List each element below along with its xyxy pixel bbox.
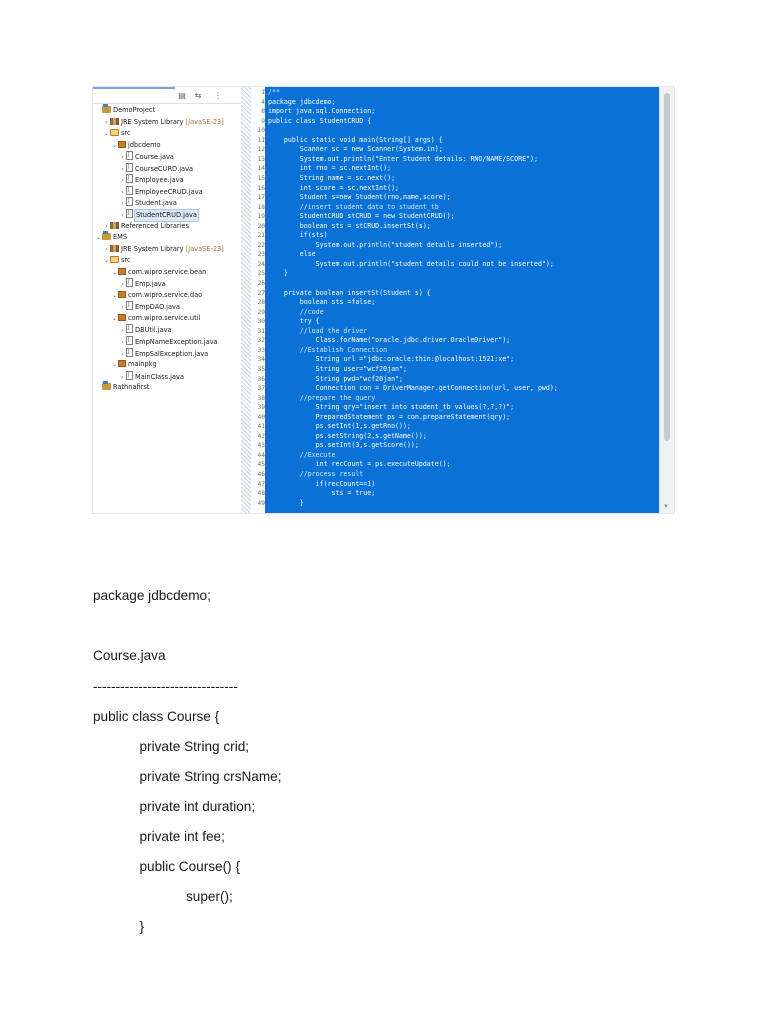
- tree-node[interactable]: [119, 278, 166, 289]
- code-line[interactable]: ps.setString(2,s.getName());: [268, 431, 427, 440]
- line-number: 8: [261, 108, 265, 116]
- chevron-right-icon[interactable]: ›: [121, 373, 124, 381]
- code-line[interactable]: System.out.println("student details inserted");: [268, 240, 503, 249]
- code-line[interactable]: sts = true;: [268, 489, 376, 498]
- java-file-icon: [126, 174, 133, 183]
- chevron-right-icon[interactable]: ›: [105, 245, 108, 253]
- code-line[interactable]: System.out.println("Enter Student details: RNO/NAME/SCORE");: [268, 154, 538, 163]
- tree-node-label: Employee.java: [135, 176, 184, 185]
- view-menu-icon[interactable]: ⋮: [214, 91, 222, 100]
- chevron-right-icon[interactable]: ›: [105, 118, 108, 126]
- code-line[interactable]: //insert student data to student_tb: [268, 202, 439, 211]
- line-number: 31: [257, 327, 265, 335]
- tree-node-label: Student.java: [135, 199, 177, 208]
- package-icon: [118, 141, 126, 148]
- line-number: 15: [257, 174, 265, 182]
- line-number: 35: [257, 365, 265, 373]
- code-line[interactable]: package jdbcdemo;: [268, 97, 336, 106]
- java-file-icon: [126, 151, 133, 160]
- document-line: private String crsName;: [139, 769, 282, 784]
- code-line[interactable]: //load the driver: [268, 326, 368, 335]
- tree-node-label: CourseCURD.java: [135, 164, 194, 173]
- line-number: 45: [257, 461, 265, 469]
- line-number: 25: [257, 270, 265, 278]
- chevron-down-icon[interactable]: ⌄: [95, 234, 102, 242]
- line-number: 41: [257, 423, 265, 431]
- line-number: 24: [257, 260, 265, 268]
- code-line[interactable]: try {: [268, 317, 320, 326]
- chevron-right-icon[interactable]: ›: [121, 200, 124, 208]
- library-icon: [110, 245, 119, 252]
- chevron-down-icon[interactable]: ⌄: [111, 141, 118, 149]
- code-line[interactable]: //code: [268, 307, 324, 316]
- code-line[interactable]: /**: [268, 88, 280, 96]
- java-file-icon: [126, 197, 133, 206]
- code-line[interactable]: String name = sc.next();: [268, 173, 396, 182]
- chevron-right-icon[interactable]: ›: [105, 222, 108, 230]
- tree-node-label: com.wipro.service.util: [128, 313, 201, 322]
- java-file-icon: [126, 209, 133, 218]
- code-line[interactable]: }: [268, 498, 304, 507]
- line-number: 4: [261, 98, 265, 106]
- tree-node[interactable]: [95, 105, 155, 116]
- code-line[interactable]: PreparedStatement ps = con.prepareStatement(qry);: [268, 412, 511, 421]
- line-number: 17: [257, 194, 265, 202]
- document-line: private int fee;: [139, 829, 225, 844]
- java-file-icon: [126, 186, 133, 195]
- scrollbar-thumb[interactable]: [664, 93, 670, 441]
- line-number: 21: [257, 232, 265, 240]
- document-line: public Course() {: [139, 859, 240, 874]
- code-line[interactable]: //Establish Connection: [268, 345, 388, 354]
- editor-scrollbar[interactable]: [659, 87, 675, 513]
- tree-node-label: JRE System Library: [121, 244, 184, 253]
- java-file-icon: [126, 371, 133, 380]
- code-line[interactable]: import java.sql.Connection;: [268, 107, 376, 116]
- chevron-right-icon[interactable]: ›: [121, 350, 124, 358]
- code-line[interactable]: ps.setInt(3,s.getScore());: [268, 441, 419, 450]
- code-line[interactable]: boolean sts = stCRUD.insertSt(s);: [268, 221, 431, 230]
- tree-node[interactable]: [119, 371, 184, 382]
- line-number: 10: [257, 127, 265, 135]
- tree-node[interactable]: [103, 221, 189, 232]
- chevron-right-icon[interactable]: ›: [121, 188, 124, 196]
- tree-node[interactable]: [111, 313, 200, 324]
- chevron-right-icon[interactable]: ›: [121, 165, 124, 173]
- java-project-icon: [102, 106, 111, 113]
- tree-node-label: DemoProject: [113, 106, 156, 114]
- tree-node-label: src: [121, 129, 131, 138]
- code-line[interactable]: public class StudentCRUD {: [268, 116, 372, 125]
- document-line: super();: [186, 889, 233, 904]
- tree-node-label: EmpNameException.java: [135, 338, 218, 346]
- code-line[interactable]: String pwd="wcf20jan";: [268, 374, 403, 383]
- package-icon: [118, 314, 126, 321]
- tree-node[interactable]: [119, 151, 174, 162]
- chevron-down-icon[interactable]: ⌄: [111, 268, 118, 276]
- package-icon: [118, 268, 126, 275]
- code-line[interactable]: int rno = sc.nextInt();: [268, 164, 392, 173]
- code-line[interactable]: int recCount = ps.executeUpdate();: [268, 460, 451, 469]
- source-folder-icon: [110, 129, 119, 136]
- tree-node-label: src: [121, 256, 131, 265]
- chevron-right-icon[interactable]: ›: [121, 339, 124, 346]
- scroll-down-icon[interactable]: ▼: [663, 504, 669, 510]
- tree-node[interactable]: [103, 117, 224, 128]
- line-number: 39: [257, 404, 265, 412]
- line-number: 46: [257, 471, 265, 478]
- line-number: 11: [257, 136, 265, 144]
- separator-line: --------------------------------: [93, 679, 238, 694]
- chevron-down-icon[interactable]: ⌄: [111, 314, 118, 322]
- source-folder-icon: [110, 256, 119, 263]
- tree-node-label: JRE System Library: [121, 117, 184, 126]
- code-line[interactable]: Student s=new Student(rno,name,score);: [268, 193, 451, 202]
- line-number: 30: [257, 318, 265, 326]
- line-number: 49: [257, 499, 265, 507]
- package-icon: [118, 360, 126, 367]
- code-line[interactable]: Scanner sc = new Scanner(System.in);: [268, 145, 443, 154]
- collapse-all-icon[interactable]: ▤: [178, 91, 186, 100]
- chevron-right-icon[interactable]: ›: [121, 304, 124, 312]
- tree-node[interactable]: [119, 174, 184, 185]
- chevron-down-icon[interactable]: ⌄: [111, 361, 118, 369]
- view-tab-indicator: [93, 87, 175, 89]
- code-line[interactable]: StudentCRUD stCRUD = new StudentCRUD();: [268, 212, 455, 221]
- java-file-icon: [126, 336, 133, 345]
- tree-node[interactable]: [119, 301, 180, 312]
- tree-node-label: EMS: [113, 233, 128, 242]
- line-number: 1: [261, 89, 265, 96]
- tree-node-decoration: [JavaSE-23]: [183, 117, 224, 126]
- line-number: 47: [257, 480, 265, 488]
- line-number: 43: [257, 442, 265, 450]
- line-number: 27: [257, 289, 265, 297]
- line-number: 14: [257, 165, 265, 173]
- java-file-icon: [126, 301, 133, 310]
- code-line[interactable]: if(sts): [268, 231, 328, 240]
- java-file-icon: [126, 324, 133, 333]
- java-project-icon: [102, 233, 111, 240]
- code-line[interactable]: public static void main(String[] args) {: [268, 135, 443, 144]
- code-line[interactable]: int score = sc.nextInt();: [268, 183, 400, 192]
- code-line[interactable]: Connection con = DriverManager.getConnection(url, user, pwd);: [268, 384, 558, 393]
- tree-node[interactable]: [95, 232, 127, 243]
- tree-node[interactable]: [119, 163, 193, 174]
- tree-node-label: DBUtil.java: [135, 326, 172, 335]
- tree-node-label: jdbcdemo: [128, 140, 161, 149]
- code-line[interactable]: //process result: [268, 470, 364, 478]
- tree-node[interactable]: [119, 348, 208, 359]
- chevron-down-icon[interactable]: ⌄: [111, 291, 118, 299]
- library-icon: [110, 118, 119, 125]
- document-line: private int duration;: [139, 799, 256, 814]
- code-line[interactable]: else: [268, 250, 316, 259]
- line-number: 23: [257, 251, 265, 259]
- tree-node[interactable]: [119, 186, 203, 197]
- code-line[interactable]: ps.setInt(1,s.getRno());: [268, 422, 411, 431]
- document-line: package jdbcdemo;: [93, 588, 211, 603]
- code-line[interactable]: boolean sts =false;: [268, 298, 376, 307]
- code-line[interactable]: Class.forName("oracle.jdbc.driver.OracleDriver");: [268, 336, 511, 345]
- line-number-gutter: [251, 87, 265, 513]
- code-line[interactable]: //prepare the query: [268, 393, 376, 402]
- chevron-right-icon[interactable]: ›: [121, 154, 124, 162]
- editor-annotation-ruler: [241, 87, 251, 513]
- line-number: 20: [257, 222, 265, 230]
- chevron-right-icon[interactable]: ›: [121, 211, 124, 219]
- line-number: 37: [257, 385, 265, 393]
- tree-node-label: EmpSalException.java: [135, 349, 209, 358]
- tree-node-label: MainClass.java: [135, 372, 184, 381]
- chevron-right-icon[interactable]: ›: [121, 327, 124, 335]
- java-file-icon: [126, 348, 133, 357]
- code-line[interactable]: String qry="insert into student_tb values(?,?,?)";: [268, 403, 515, 412]
- tree-node-label: Rathnafirst: [113, 383, 150, 392]
- tree-node-label: Referenced Libraries: [121, 221, 189, 230]
- line-number: 13: [257, 155, 265, 163]
- package-explorer: [93, 87, 242, 513]
- document-line: public class Course {: [93, 709, 220, 724]
- line-number: 32: [257, 337, 265, 345]
- code-line[interactable]: private boolean insertSt(Student s) {: [268, 288, 431, 297]
- tree-node[interactable]: [103, 244, 224, 255]
- tree-node-label: EmployeeCRUD.java: [135, 187, 203, 196]
- tree-node[interactable]: [119, 336, 218, 347]
- line-number: 48: [257, 490, 265, 498]
- chevron-right-icon[interactable]: ›: [121, 281, 124, 289]
- code-line[interactable]: String url ="jdbc:oracle:thin:@localhost:1521:xe";: [268, 355, 515, 364]
- line-number: 18: [257, 203, 265, 211]
- code-line[interactable]: }: [268, 269, 288, 278]
- line-number: 9: [261, 117, 265, 125]
- line-number: 40: [257, 413, 265, 421]
- line-number: 44: [257, 451, 265, 459]
- tree-node-label: Course.java: [135, 153, 174, 162]
- tree-node-decoration: [JavaSE-23]: [183, 244, 224, 253]
- tree-node-label: EmpDAO.java: [135, 303, 180, 312]
- code-line[interactable]: if(recCount==1): [268, 479, 376, 488]
- line-number: 16: [257, 184, 265, 192]
- tree-node-label: mainpkg: [128, 360, 157, 369]
- tree-node[interactable]: [119, 197, 177, 208]
- tree-node[interactable]: [111, 290, 202, 301]
- tree-node[interactable]: [119, 324, 172, 335]
- line-number: 38: [257, 394, 265, 402]
- package-icon: [118, 291, 126, 298]
- code-line[interactable]: String user="wcf20jan";: [268, 364, 407, 373]
- tree-node[interactable]: [103, 128, 131, 139]
- line-number: 22: [257, 241, 265, 249]
- code-editor[interactable]: [265, 87, 659, 513]
- tree-node[interactable]: [119, 209, 198, 220]
- tree-node-label: StudentCRUD.java: [136, 210, 197, 219]
- tree-node[interactable]: [111, 140, 161, 151]
- chevron-right-icon[interactable]: ›: [121, 177, 124, 185]
- java-file-icon: [126, 163, 133, 172]
- tree-node-label: Emp.java: [135, 280, 166, 289]
- line-number: 34: [257, 356, 265, 364]
- line-number: 36: [257, 375, 265, 383]
- tree-node[interactable]: [95, 382, 149, 393]
- line-number: 19: [257, 213, 265, 221]
- chevron-down-icon[interactable]: ⌄: [103, 130, 110, 138]
- java-file-icon: [126, 278, 133, 287]
- link-with-editor-icon[interactable]: ⇆: [194, 91, 202, 100]
- line-number: 26: [257, 280, 265, 287]
- document-line: private String crid;: [139, 739, 250, 754]
- java-project-icon: [102, 383, 111, 390]
- tree-node[interactable]: [111, 267, 206, 278]
- code-line[interactable]: System.out.println("student details could not be inserted");: [268, 259, 554, 268]
- line-number: 29: [257, 308, 265, 316]
- line-number: 33: [257, 346, 265, 354]
- code-line[interactable]: //Execute: [268, 450, 336, 459]
- document-line: Course.java: [93, 648, 166, 663]
- line-number: 28: [257, 299, 265, 307]
- library-icon: [110, 222, 119, 229]
- line-number: 42: [257, 432, 265, 440]
- chevron-down-icon[interactable]: ⌄: [103, 257, 110, 265]
- line-number: 12: [257, 146, 265, 154]
- tree-node[interactable]: [111, 359, 157, 370]
- tree-node-label: com.wipro.service.dao: [128, 290, 203, 299]
- tree-node-label: com.wipro.service.bean: [128, 267, 207, 276]
- package-explorer-toolbar: [93, 87, 241, 104]
- tree-node[interactable]: [103, 255, 131, 266]
- ide-screenshot: [92, 86, 675, 514]
- document-line: }: [139, 919, 145, 934]
